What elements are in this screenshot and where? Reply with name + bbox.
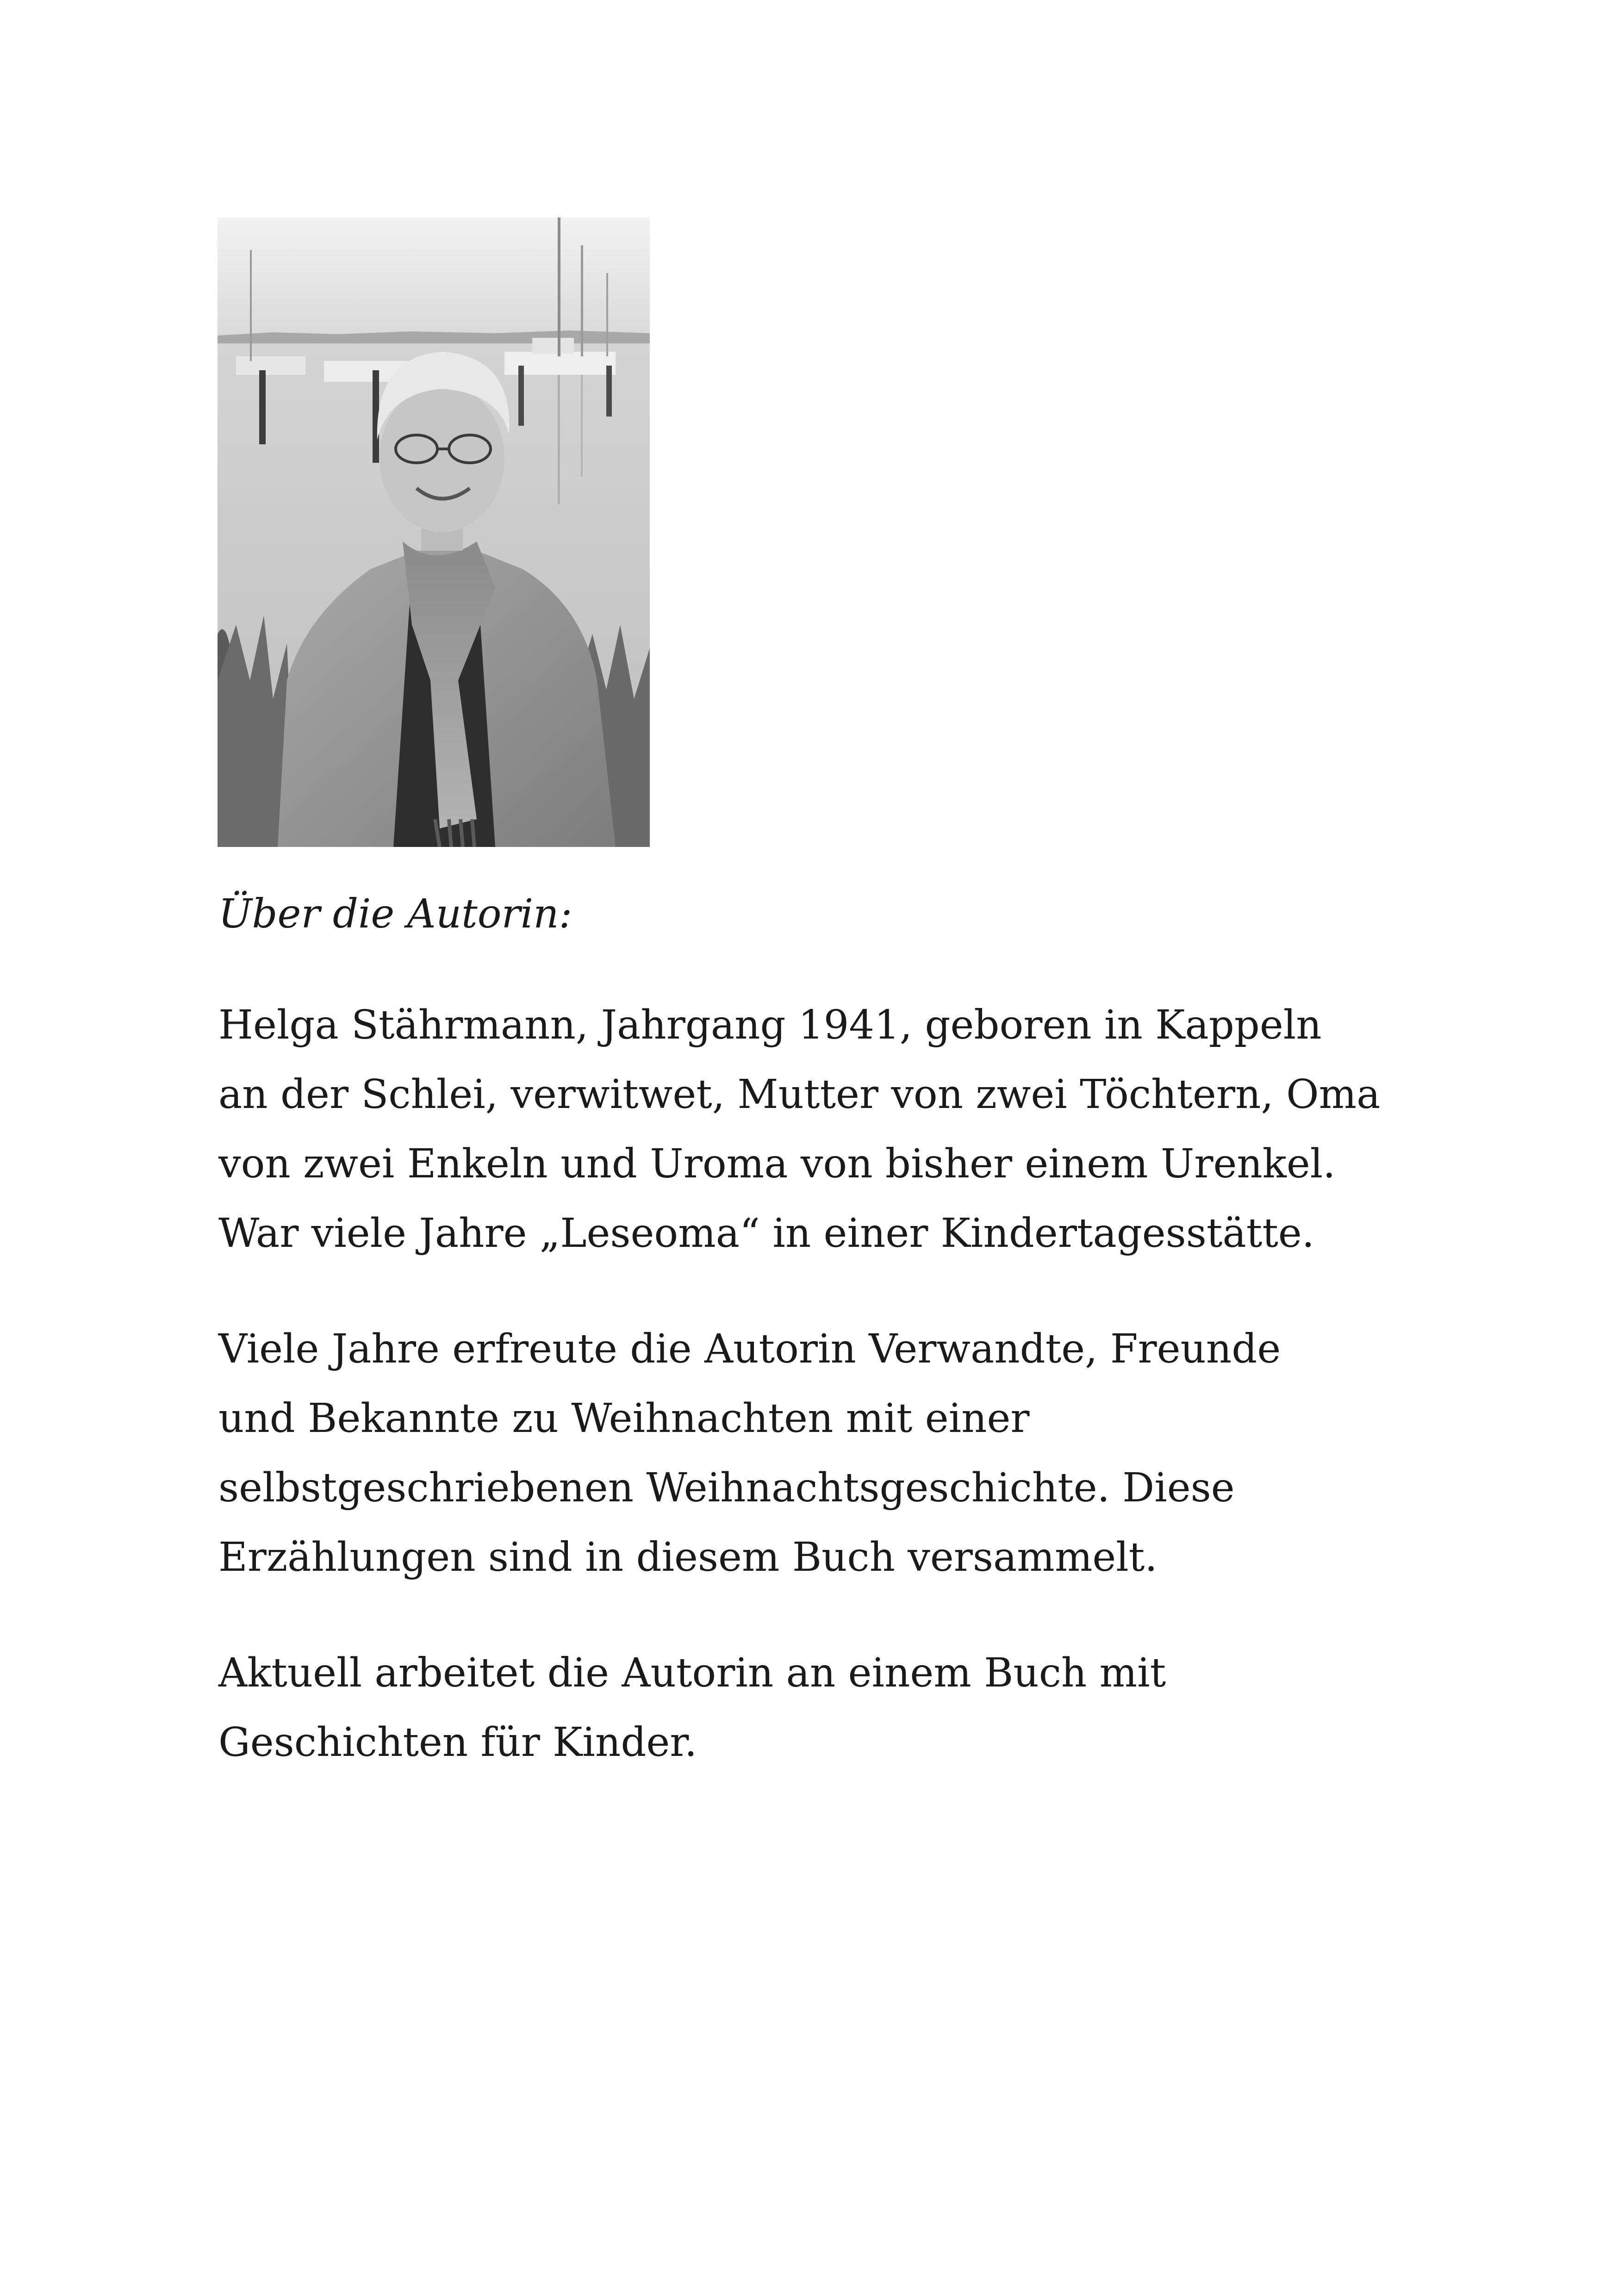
bio-paragraph-1 <box>218 990 1431 1268</box>
text-line: Geschichten für Kinder. <box>218 1719 697 1766</box>
text-line: Helga Stährmann, Jahrgang 1941, geboren in Kappeln <box>218 1002 1322 1048</box>
text-line: an der Schlei, verwitwet, Mutter von zwei Töchtern, Oma <box>218 1071 1381 1118</box>
bio-paragraph-2 <box>218 1314 1431 1592</box>
text-line: Erzählungen sind in diesem Buch versammelt. <box>218 1534 1157 1580</box>
author-bio <box>218 886 1431 1823</box>
author-photo <box>218 218 650 847</box>
bio-paragraph-3 <box>218 1638 1431 1777</box>
text-line: selbstgeschriebenen Weihnachtsgeschichte. Diese <box>218 1465 1235 1511</box>
text-line: Aktuell arbeitet die Autorin an einem Buch mit <box>218 1650 1166 1696</box>
text-line: von zwei Enkeln und Uroma von bisher einem Urenkel. <box>218 1141 1336 1187</box>
text-line: War viele Jahre „Leseoma“ in einer Kindertagesstätte. <box>218 1210 1315 1257</box>
section-heading: Über die Autorin: <box>218 891 573 937</box>
text-line: und Bekannte zu Weihnachten mit einer <box>218 1395 1030 1442</box>
author-photo-illustration <box>218 218 650 847</box>
text-line: Viele Jahre erfreute die Autorin Verwandte, Freunde <box>218 1326 1281 1372</box>
